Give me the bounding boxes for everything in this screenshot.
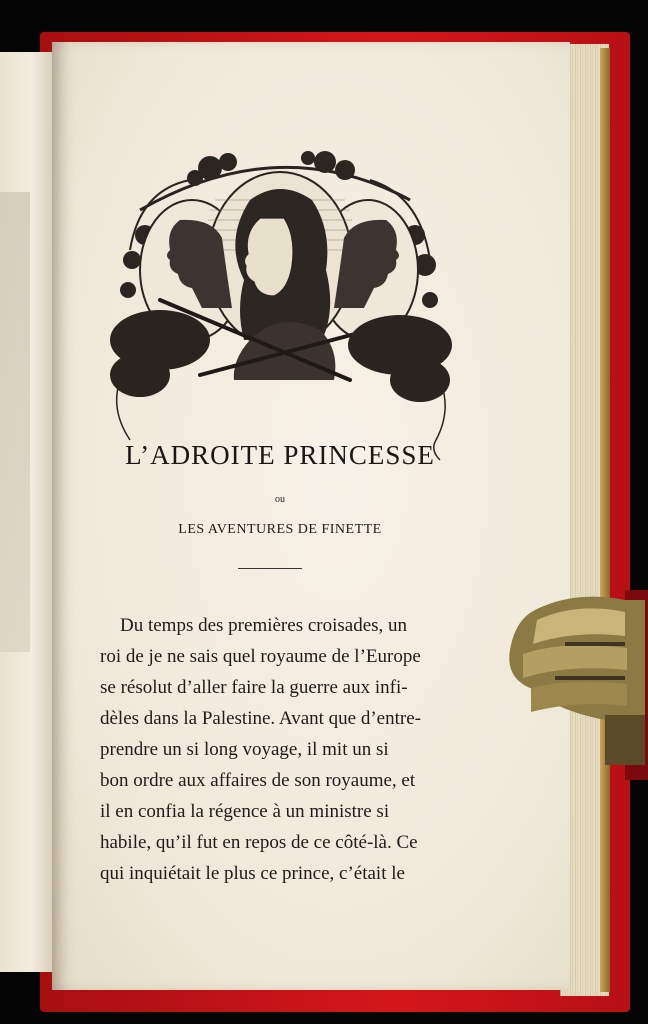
gilt-edge bbox=[600, 48, 610, 992]
text-line: il en confia la régence à un ministre si bbox=[100, 801, 390, 822]
three-princesses-vignette-icon bbox=[100, 140, 460, 470]
text-line: habile, qu’il fut en repos de ce côté-là. Ce bbox=[100, 832, 418, 853]
body-paragraph bbox=[100, 610, 472, 889]
brass-clasp-icon bbox=[505, 590, 648, 780]
chapter-title: L’ADROITE PRINCESSE bbox=[125, 440, 435, 470]
divider-rule bbox=[238, 568, 302, 569]
title-connector: ou bbox=[275, 494, 285, 505]
text-line: roi de je ne sais quel royaume de l’Europe bbox=[100, 646, 421, 667]
chapter-subtitle: LES AVENTURES DE FINETTE bbox=[178, 522, 382, 537]
text-line: bon ordre aux affaires de son royaume, et bbox=[100, 770, 416, 791]
left-page-edge bbox=[0, 52, 53, 972]
text-line: qui inquiétait le plus ce prince, c’était le bbox=[100, 863, 405, 884]
text-line: prendre un si long voyage, il mit un si bbox=[100, 739, 389, 760]
left-page-shadow bbox=[0, 192, 30, 652]
text-line: dèles dans la Palestine. Avant que d’entre- bbox=[100, 708, 421, 729]
text-line: Du temps des premières croisades, un bbox=[120, 615, 408, 636]
text-line: se résolut d’aller faire la guerre aux infi- bbox=[100, 677, 408, 698]
